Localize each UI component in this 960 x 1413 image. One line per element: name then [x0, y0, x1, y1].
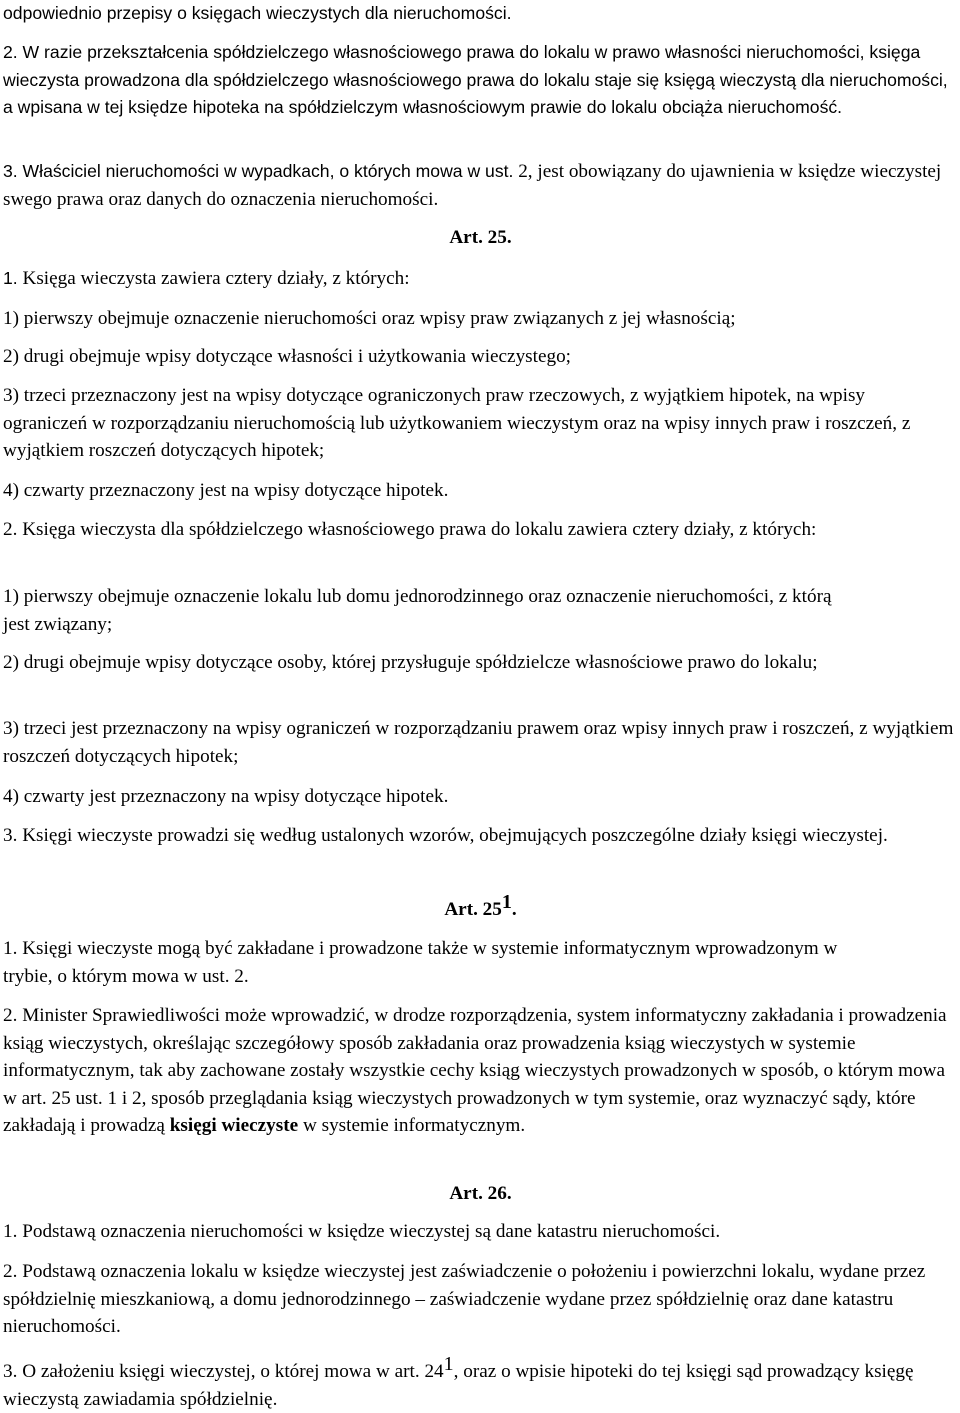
art-25-p1-item-3: 3) trzeci przeznaczony jest na wpisy dotyczące ograniczonych praw rzeczowych, z wyjątkiem hipotek, na wpisy ograniczeń w rozporządzaniu nieruchomością lub użytkowaniem wieczystym oraz na wpisy innych praw i roszczeń, z wyjątkiem roszczeń dotyczących hipotek;	[3, 385, 911, 461]
art-25-p1-number: 1.	[3, 268, 18, 288]
paragraph-3-owner-obligation	[3, 158, 958, 213]
art-25-p2-item-3: 3) trzeci jest przeznaczony na wpisy ograniczeń w rozporządzaniu prawem oraz wpisy innych praw i roszczeń, z wyjątkiem roszczeń dotyczących hipotek;	[3, 718, 954, 767]
art-26-p3-sup: 1	[443, 1353, 454, 1375]
art-26-p3-text: 3. O założeniu księgi wieczystej, o której mowa w art. 24	[3, 1361, 444, 1382]
art-25-paragraph-3: 3. Księgi wieczyste prowadzi się według ustalonych wzorów, obejmujących poszczególne działy księgi wieczystej.	[3, 825, 888, 846]
art-25-1-heading	[3, 891, 958, 924]
art-25-1-p2-bold: księgi wieczyste	[169, 1115, 299, 1136]
art-25-p1-item-4: 4) czwarty przeznaczony jest na wpisy dotyczące hipotek.	[3, 480, 449, 501]
art-25-p1-item-2: 2) drugi obejmuje wpisy dotyczące własności i użytkowania wieczystego;	[3, 346, 571, 367]
art-25-p1-text: Księga wieczysta zawiera cztery działy, z których:	[17, 268, 410, 289]
art-26-paragraph-3	[3, 1353, 958, 1413]
art-25-1-p2-text: 2. Minister Sprawiedliwości może wprowadzić, w drodze rozporządzenia, system informatyczny zakładania i prowadzenia ksiąg wieczystych, określając szczegółowy sposób zakładania oraz prowadzenia ksiąg wieczystych w systemie informatycznym, tak aby zachowane zostały wszystkie cechy ksiąg wieczystych prowadzonych w sposób, o którym mowa w art. 25 ust. 1 i 2, sposób przeglądania ksiąg wieczystych prowadzonych w tym systemie, oraz wyznaczyć sądy, które zakładają i prowadzą	[3, 1005, 947, 1136]
art-25-p1-item-1: 1) pierwszy obejmuje oznaczenie nieruchomości oraz wpisy praw związanych z jej własnością;	[3, 308, 736, 329]
art-25-1-paragraph-2	[3, 1002, 958, 1140]
art-25-1-paragraph-1: 1. Księgi wieczyste mogą być zakładane i prowadzone także w systemie informatycznym wprowadzonym w trybie, o którym mowa w ust. 2.	[3, 938, 838, 987]
art-25-1-heading-sup: 1	[501, 891, 512, 913]
art-25-paragraph-1	[3, 265, 958, 293]
art-26-paragraph-2: 2. Podstawą oznaczenia lokalu w księdze wieczystej jest zaświadczenie o położeniu i powierzchni lokalu, wydane przez spółdzielnię mieszkaniową, a domu jednorodzinnego – zaświadczenie wydane przez spółdzielnię oraz dane katastru nieruchomości.	[3, 1261, 926, 1337]
continuation-line: odpowiednio przepisy o księgach wieczystych dla nieruchomości.	[3, 3, 512, 23]
paragraph-2-transformation: 2. W razie przekształcenia spółdzielczego własnościowego prawa do lokalu w prawo własności nieruchomości, księga wieczysta prowadzona dla spółdzielczego własnościowego prawa do lokalu staje się księgą wieczystą dla nieruchomości, a wpisana w tej księdze hipoteka na spółdzielczym własnościowym prawie do lokalu obciąża nieruchomość.	[3, 42, 948, 117]
art-26-heading: Art. 26.	[449, 1183, 512, 1204]
art-26-p3-end: , oraz o wpisie hipoteki do tej księgi sąd prowadzący księgę wieczystą zawiadamia spółdzielnię.	[3, 1361, 914, 1410]
paragraph-3-rest: 2, jest obowiązany do ujawnienia w księdze wieczystej swego prawa oraz danych do oznaczenia nieruchomości.	[3, 161, 942, 210]
art-25-paragraph-2: 2. Księga wieczysta dla spółdzielczego własnościowego prawa do lokalu zawiera cztery działy, z których:	[3, 519, 817, 540]
art-25-p2-item-1: 1) pierwszy obejmuje oznaczenie lokalu lub domu jednorodzinnego oraz oznaczenie nieruchomości, z którą jest związany;	[3, 586, 832, 635]
paragraph-3-lead: 3. Właściciel nieruchomości w wypadkach, o których mowa w ust.	[3, 161, 514, 181]
art-25-p2-item-2: 2) drugi obejmuje wpisy dotyczące osoby, której przysługuje spółdzielcze własnościowe prawo do lokalu;	[3, 652, 818, 673]
art-25-1-heading-end: .	[511, 899, 517, 920]
art-25-1-heading-text: Art. 25	[444, 899, 502, 920]
art-25-heading: Art. 25.	[449, 227, 512, 248]
art-26-paragraph-1: 1. Podstawą oznaczenia nieruchomości w księdze wieczystej są dane katastru nieruchomości.	[3, 1221, 721, 1242]
art-25-p2-item-4: 4) czwarty jest przeznaczony na wpisy dotyczące hipotek.	[3, 786, 449, 807]
art-25-1-p2-end: w systemie informatycznym.	[298, 1115, 526, 1136]
